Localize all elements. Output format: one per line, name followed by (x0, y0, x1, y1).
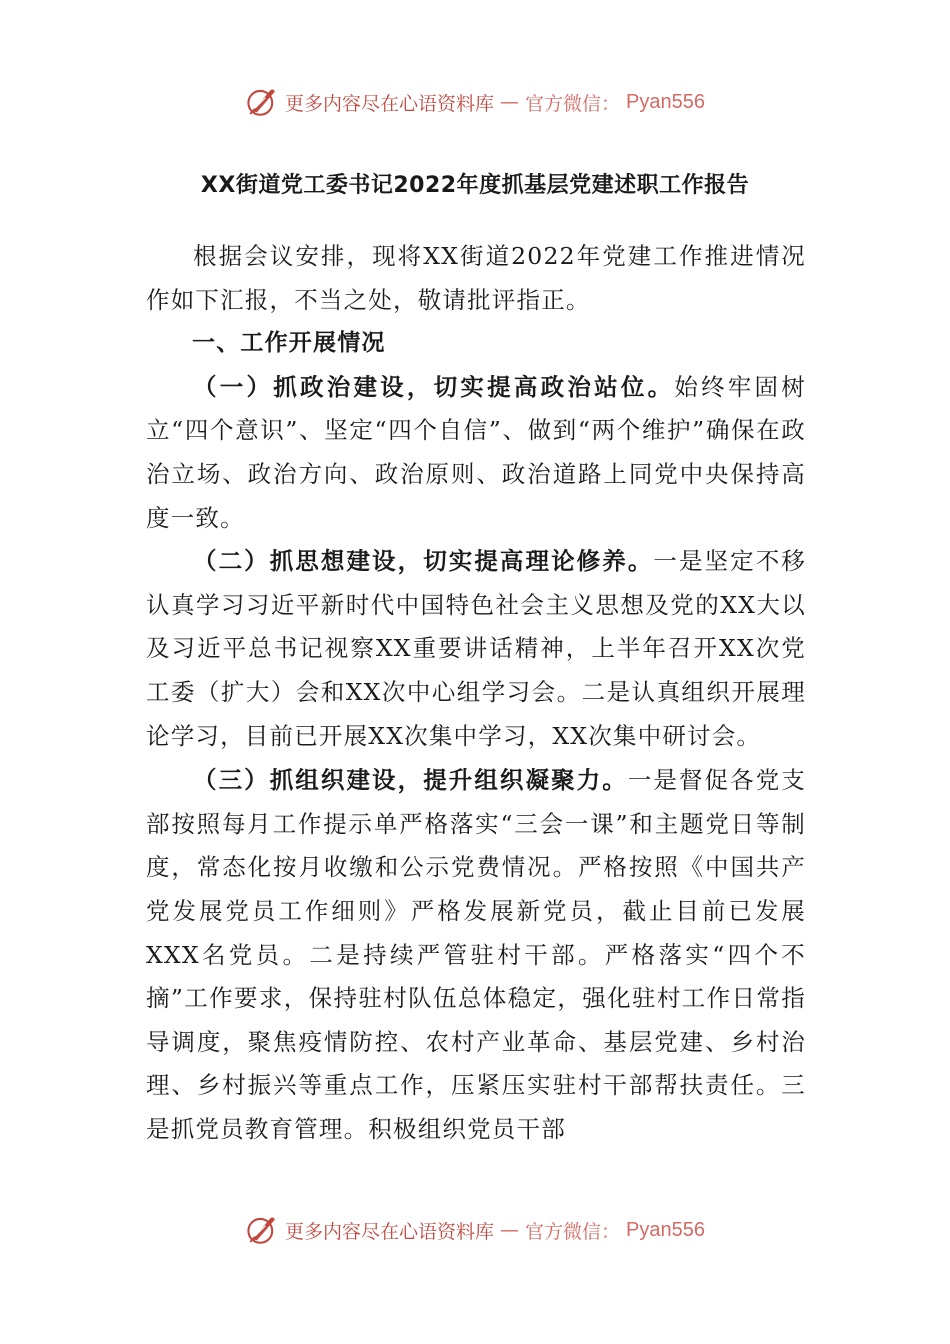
document-title: XX街道党工委书记2022年度抓基层党建述职工作报告 (200, 173, 750, 198)
watermark-wechat-id: Pyan556 (626, 90, 705, 113)
item-paragraph-3 (146, 759, 806, 1151)
item-lead-2: （二）抓思想建设，切实提高理论修养。 (193, 547, 654, 576)
watermark-label: 官方微信： (525, 1220, 621, 1243)
watermark-top-inner (245, 85, 705, 119)
item-paragraph-2 (146, 540, 806, 758)
quill-logo-icon (245, 1213, 279, 1247)
item-body-3: 一是督促各党支部按照每月工作提示单严格落实“三会一课”和主题党日等制度，常态化按月收缴和公示党费情况。严格按照《中国共产党发展党员工作细则》严格发展新党员，截止目前已发展XXX名党员。二是持续严管驻村干部。严格落实“四个不摘”工作要求，保持驻村队伍总体稳定，强化驻村工作日常指导调度，聚焦疫情防控、农村产业革命、基层党建、乡村治理、乡村振兴等重点工作，压紧压实驻村干部帮扶责任。三是抓党员教育管理。积极组织党员干部 (146, 766, 806, 1143)
watermark-separator: — (500, 91, 520, 113)
section-heading: 一、工作开展情况 (192, 330, 386, 357)
item-lead-3: （三）抓组织建设，提升组织凝聚力。 (193, 766, 628, 795)
watermark-bottom-inner (245, 1213, 705, 1247)
watermark-label: 官方微信： (525, 92, 621, 115)
intro-paragraph: 根据会议安排，现将XX街道2022年党建工作推进情况作如下汇报，不当之处，敬请批评指正。 (146, 242, 806, 314)
quill-logo-icon (245, 85, 279, 119)
watermark-separator: — (500, 1219, 520, 1241)
watermark-top (0, 80, 950, 124)
item-lead-1: （一）抓政治建设，切实提高政治站位。 (193, 372, 675, 401)
watermark-text: 更多内容尽在心语资料库 (285, 1220, 495, 1243)
document-body (146, 235, 806, 1151)
item-body-2: 一是坚定不移认真学习习近平新时代中国特色社会主义思想及党的XX大以及习近平总书记视察XX重要讲话精神，上半年召开XX次党工委（扩大）会和XX次中心组学习会。二是认真组织开展理论学习，目前已开展XX次集中学习，XX次集中研讨会。 (146, 547, 806, 750)
watermark-text: 更多内容尽在心语资料库 (285, 92, 495, 115)
watermark-wechat-id: Pyan556 (626, 1218, 705, 1241)
watermark-bottom (0, 1208, 950, 1252)
item-paragraph-1 (146, 366, 806, 540)
item-body-1: 始终牢固树立“四个意识”、坚定“四个自信”、做到“两个维护”确保在政治立场、政治方向、政治原则、政治道路上同党中央保持高度一致。 (146, 372, 806, 532)
